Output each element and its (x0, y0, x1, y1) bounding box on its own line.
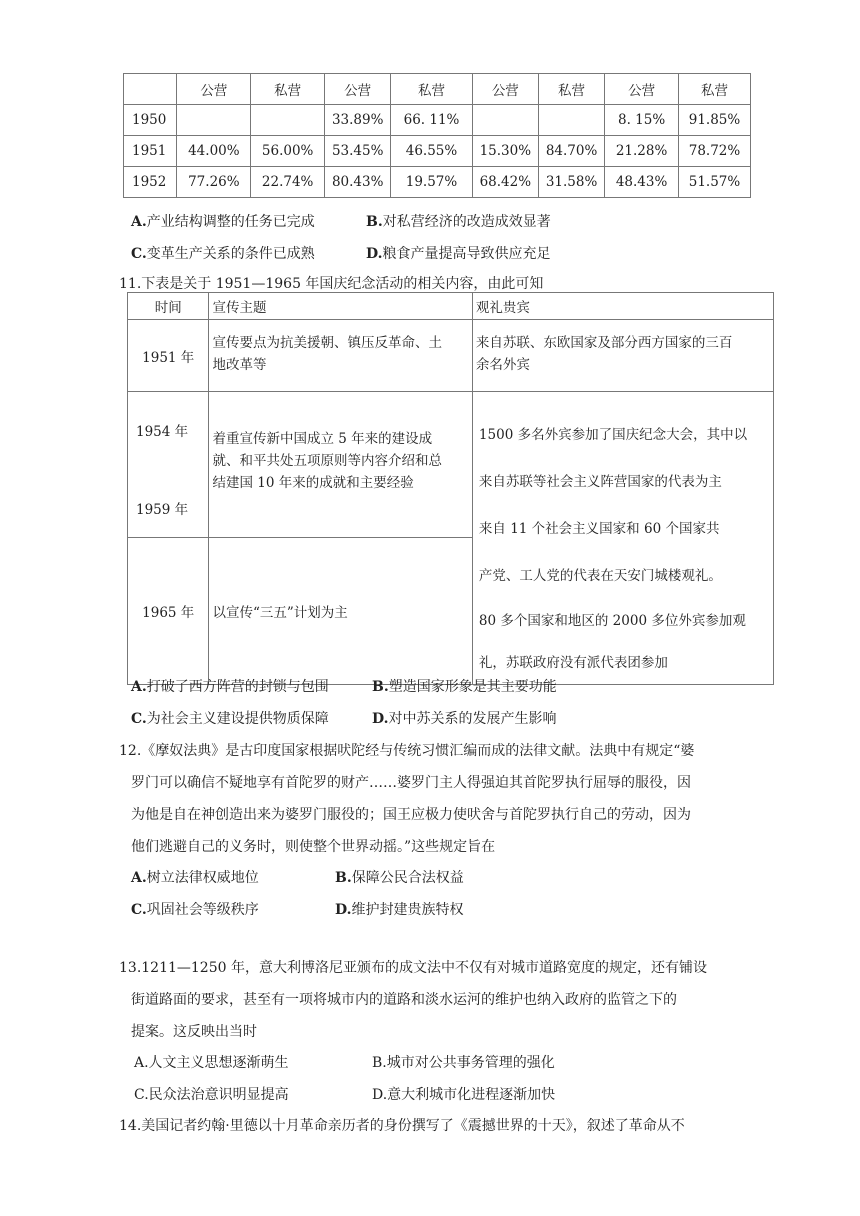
table-cell: 以宣传“三五”计划为主 (209, 537, 472, 684)
table-cell (177, 105, 251, 136)
q10-option-c[interactable] (131, 243, 315, 263)
cell-line: 地改革等 (212, 357, 267, 373)
table-row (128, 320, 774, 392)
cell-line: 余名外宾 (475, 357, 530, 373)
cell-line: 1954 年 (136, 424, 189, 440)
table-cell: 私营 (391, 74, 472, 105)
option-text: 为社会主义建设提供物质保障 (146, 711, 329, 727)
q13-stem-line: 13.1211—1250 年，意大利博洛尼亚颁布的成文法中不仅有对城市道路宽度的规定，还有铺设 (119, 960, 707, 976)
table-cell: 31.58% (538, 167, 604, 198)
table-cell (128, 392, 209, 538)
q12-stem-line: 他们逃避自己的义务时，则使整个世界动摇。”这些规定旨在 (131, 839, 496, 855)
table-cell: 46.55% (391, 136, 472, 167)
q13-stem-line: 街道路面的要求，甚至有一项将城市内的道路和淡水运河的维护也纳入政府的监管之下的 (131, 992, 677, 1008)
q11-stem: 11.下表是关于 1951—1965 年国庆纪念活动的相关内容，由此可知 (119, 276, 544, 292)
q13-stem-line: 提案。这反映出当时 (131, 1024, 257, 1040)
q10-option-d[interactable] (366, 243, 551, 263)
option-key: A. (131, 870, 147, 886)
table-cell (472, 105, 538, 136)
table-row (124, 167, 751, 198)
table-cell: 53.45% (325, 136, 391, 167)
option-text: 塑造国家形象是其主要功能 (388, 679, 557, 695)
table-cell: 1951 年 (128, 320, 209, 392)
cell-line: 结建国 10 年来的成就和主要经验 (212, 475, 414, 491)
option-text: 巩固社会等级秩序 (146, 902, 259, 918)
table-cell: 19.57% (391, 167, 472, 198)
table-cell: 公营 (177, 74, 251, 105)
cell-line: 产党、工人党的代表在天安门城楼观礼。 (478, 568, 722, 584)
table-header-row (124, 74, 751, 105)
q11-option-b[interactable] (372, 676, 557, 696)
q12-stem-line: 为他是自在神创造出来为婆罗门服役的；国王应极力使吠舍与首陀罗执行自己的劳动，因为 (131, 807, 691, 823)
table-row (124, 136, 751, 167)
cell-line: 着重宣传新中国成立 5 年来的建设成 (212, 431, 433, 447)
ownership-table (123, 73, 751, 198)
q12-stem-line: 罗门可以确信不疑地享有首陀罗的财产……婆罗门主人得强迫其首陀罗执行屈辱的服役，因 (131, 775, 691, 791)
table-cell: 1965 年 (128, 537, 209, 684)
table-cell: 80.43% (325, 167, 391, 198)
option-key: D. (372, 711, 389, 727)
option-text: 保障公民合法权益 (351, 870, 464, 886)
option-text: 打破了西方阵营的封锁与包围 (146, 679, 329, 695)
cell-line: 就、和平共处五项原则等内容介绍和总 (212, 453, 442, 469)
table-cell (209, 320, 472, 392)
table-row (124, 105, 751, 136)
table-cell: 22.74% (251, 167, 325, 198)
cell-line: 80 多个国家和地区的 2000 多位外宾参加观 (478, 613, 746, 629)
table-cell: 91.85% (678, 105, 750, 136)
option-key: A. (131, 679, 147, 695)
option-text: 变革生产关系的条件已成熟 (146, 246, 315, 262)
table-header-row (128, 293, 774, 320)
option-text: 树立法律权威地位 (146, 870, 259, 886)
table-cell: 1952 (124, 167, 177, 198)
option-key: D. (366, 246, 383, 262)
table-cell: 84.70% (538, 136, 604, 167)
table-cell: 68.42% (472, 167, 538, 198)
table-cell: 21.28% (605, 136, 679, 167)
q12-option-a[interactable] (131, 867, 259, 887)
option-key: C. (131, 902, 147, 918)
table-cell: 48.43% (605, 167, 679, 198)
cell-line: 1959 年 (136, 502, 189, 518)
table-cell: 私营 (251, 74, 325, 105)
cell-line: 1500 多名外宾参加了国庆纪念大会，其中以 (478, 427, 748, 443)
cell-line: 来自苏联等社会主义阵营国家的代表为主 (478, 474, 722, 490)
table-row (128, 392, 774, 538)
table-cell: 44.00% (177, 136, 251, 167)
q13-option-b[interactable]: B.城市对公共事务管理的强化 (372, 1055, 555, 1071)
table-cell: 公营 (605, 74, 679, 105)
option-key: C. (131, 711, 147, 727)
option-key: D. (335, 902, 352, 918)
q14-stem-line: 14.美国记者约翰·里德以十月革命亲历者的身份撰写了《震撼世界的十天》，叙述了革命从不 (119, 1118, 685, 1134)
table-cell: 私营 (678, 74, 750, 105)
option-text: 维护封建贵族特权 (351, 902, 464, 918)
table-header-guest: 观礼贵宾 (472, 293, 773, 320)
table-cell: 15.30% (472, 136, 538, 167)
cell-line: 礼，苏联政府没有派代表团参加 (478, 655, 668, 671)
table-cell: 公营 (325, 74, 391, 105)
option-text: 对中苏关系的发展产生影响 (388, 711, 557, 727)
q10-option-a[interactable] (131, 211, 315, 231)
table-cell: 公营 (472, 74, 538, 105)
table-cell: 1950 (124, 105, 177, 136)
q13-option-a[interactable]: A.人文主义思想逐渐萌生 (134, 1055, 289, 1071)
option-key: A. (131, 214, 147, 230)
q12-option-c[interactable] (131, 899, 259, 919)
q12-stem-line: 12.《摩奴法典》是古印度国家根据吠陀经与传统习惯汇编而成的法律文献。法典中有规定“婆 (119, 743, 695, 759)
table-cell (209, 392, 472, 538)
q13-option-c[interactable]: C.民众法治意识明显提高 (134, 1087, 289, 1103)
cell-line: 宣传要点为抗美援朝、镇压反革命、土 (212, 335, 442, 351)
national-day-table (127, 292, 774, 685)
table-cell: 8. 15% (605, 105, 679, 136)
q11-option-c[interactable] (131, 708, 329, 728)
option-text: 粮食产量提高导致供应充足 (382, 246, 551, 262)
table-cell: 33.89% (325, 105, 391, 136)
table-cell: 77.26% (177, 167, 251, 198)
q11-option-d[interactable] (372, 708, 557, 728)
option-text: 产业结构调整的任务已完成 (146, 214, 315, 230)
table-header-time: 时间 (128, 293, 209, 320)
table-cell: 78.72% (678, 136, 750, 167)
option-text: 对私营经济的改造成效显著 (382, 214, 551, 230)
cell-line: 来自 11 个社会主义国家和 60 个国家共 (478, 521, 720, 537)
table-cell: 1951 (124, 136, 177, 167)
table-cell: 私营 (538, 74, 604, 105)
option-key: C. (131, 246, 147, 262)
table-cell (472, 392, 773, 685)
table-cell: 51.57% (678, 167, 750, 198)
cell-line: 来自苏联、东欧国家及部分西方国家的三百 (475, 335, 733, 351)
table-cell: 56.00% (251, 136, 325, 167)
option-key: B. (366, 214, 383, 230)
q11-option-a[interactable] (131, 676, 329, 696)
q10-option-b[interactable] (366, 211, 551, 231)
q13-option-d[interactable]: D.意大利城市化进程逐渐加快 (372, 1087, 556, 1103)
q12-option-d[interactable] (335, 899, 464, 919)
table-cell (124, 74, 177, 105)
table-cell (251, 105, 325, 136)
option-key: B. (372, 679, 389, 695)
q12-option-b[interactable] (335, 867, 464, 887)
table-cell (538, 105, 604, 136)
table-cell: 66. 11% (391, 105, 472, 136)
table-header-theme: 宣传主题 (209, 293, 472, 320)
table-cell (472, 320, 773, 392)
option-key: B. (335, 870, 352, 886)
